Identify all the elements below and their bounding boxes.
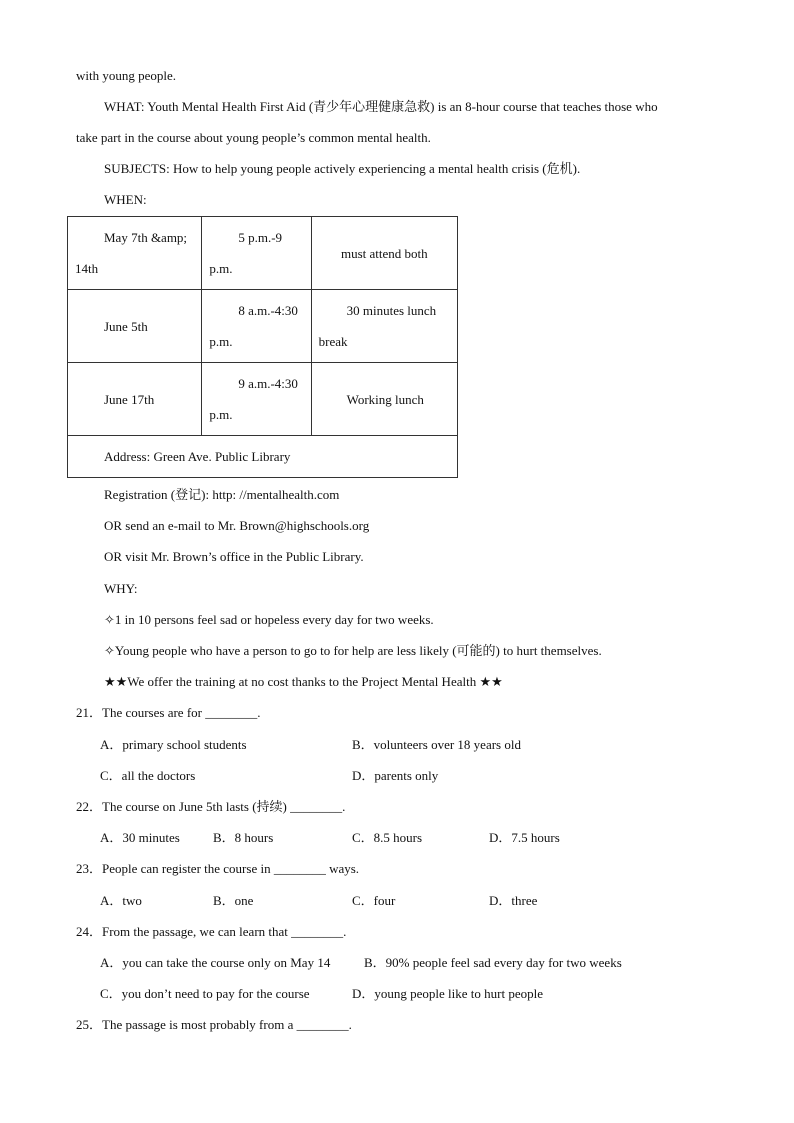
visit-line: OR visit Mr. Brown’s office in the Public Library.	[104, 549, 364, 564]
date-cell: June 5th	[68, 290, 202, 363]
date-cell: June 17th	[68, 363, 202, 436]
option-a: A．you can take the course only on May 14	[100, 955, 331, 970]
address-row	[68, 436, 458, 478]
schedule-table	[67, 216, 458, 478]
note-cell: Working lunch	[311, 363, 457, 436]
option-d: D．three	[489, 893, 538, 908]
date-cell: May 7th &amp; 14th	[68, 217, 202, 290]
question-stem: 23．People can register the course in ________ ways.	[76, 861, 360, 876]
question-stem: 22．The course on June 5th lasts (持续) ________.	[76, 799, 346, 814]
email-line: OR send an e-mail to Mr. Brown@highschools.org	[104, 518, 370, 533]
option-d: D．7.5 hours	[489, 830, 560, 845]
schedule-row	[68, 217, 458, 290]
question-stem: 25．The passage is most probably from a ________.	[76, 1017, 352, 1032]
why-bullet: ✧Young people who have a person to go to for help are less likely (可能的) to hurt themselves.	[104, 643, 602, 658]
note-cell: 30 minutes lunch break	[311, 290, 457, 363]
schedule-row	[68, 290, 458, 363]
option-a: A．30 minutes	[100, 830, 180, 845]
option-b: B．volunteers over 18 years old	[352, 737, 521, 752]
option-c: C．you don’t need to pay for the course	[100, 986, 310, 1001]
subjects-paragraph: SUBJECTS: How to help young people actively experiencing a mental health crisis (危机).	[104, 161, 581, 176]
address-cell: Address: Green Ave. Public Library	[68, 436, 458, 478]
time-cell: 8 a.m.-4:30 p.m.	[202, 290, 311, 363]
time-cell: 5 p.m.-9 p.m.	[202, 217, 311, 290]
registration-line: Registration (登记): http: //mentalhealth.com	[104, 487, 340, 502]
option-c: C．all the doctors	[100, 768, 196, 783]
what-paragraph-cont: take part in the course about young people’s common mental health.	[76, 130, 431, 145]
option-b: B．90% people feel sad every day for two weeks	[364, 955, 622, 970]
option-d: D．parents only	[352, 768, 439, 783]
option-b: B．one	[213, 893, 254, 908]
schedule-row	[68, 363, 458, 436]
why-heading: WHY:	[104, 581, 138, 596]
why-bullet: ✧1 in 10 persons feel sad or hopeless every day for two weeks.	[104, 612, 434, 627]
question-stem: 21．The courses are for ________.	[76, 705, 261, 720]
option-d: D．young people like to hurt people	[352, 986, 543, 1001]
option-c: C．8.5 hours	[352, 830, 423, 845]
passage-line: with young people.	[76, 68, 177, 83]
option-b: B．8 hours	[213, 830, 274, 845]
note-cell: must attend both	[311, 217, 457, 290]
when-heading: WHEN:	[104, 192, 147, 207]
question-stem: 24．From the passage, we can learn that ________.	[76, 924, 347, 939]
what-paragraph: WHAT: Youth Mental Health First Aid (青少年心理健康急救) is an 8-hour course that teaches those who	[104, 99, 658, 114]
option-c: C．four	[352, 893, 396, 908]
time-cell: 9 a.m.-4:30 p.m.	[202, 363, 311, 436]
why-bullet: ★★We offer the training at no cost thanks to the Project Mental Health ★★	[104, 674, 503, 689]
option-a: A．primary school students	[100, 737, 247, 752]
option-a: A．two	[100, 893, 142, 908]
